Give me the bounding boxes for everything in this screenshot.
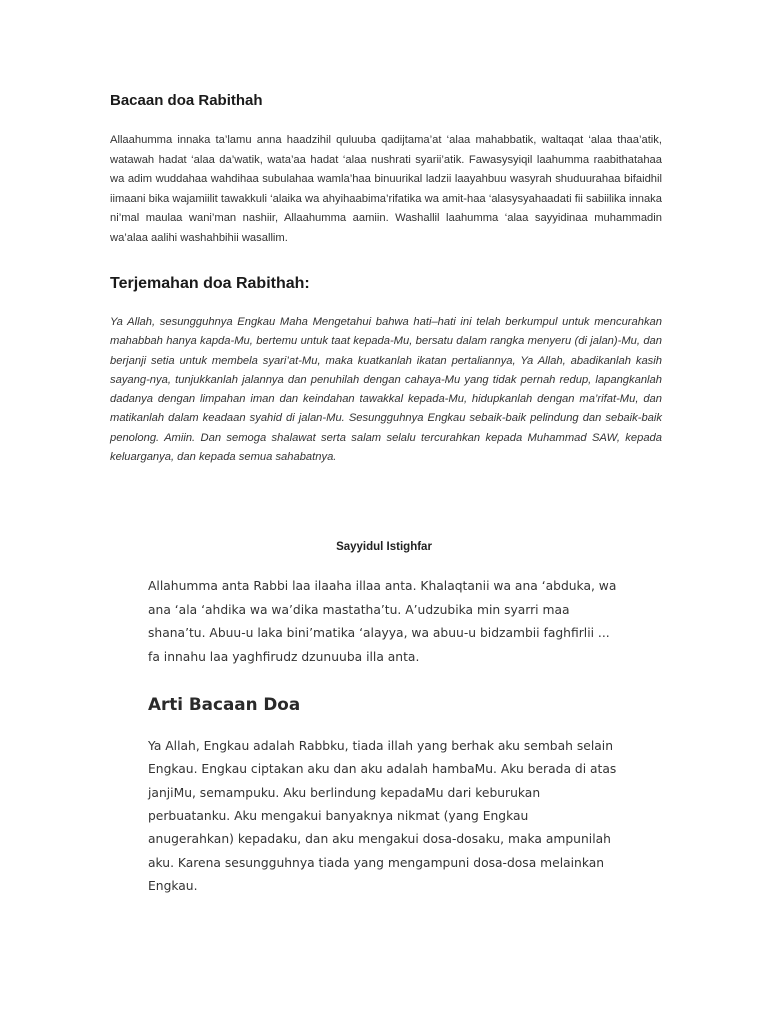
rabithah-section [110, 92, 662, 467]
rabithah-heading: Bacaan doa Rabithah [110, 92, 263, 109]
istighfar-section [148, 575, 618, 899]
istighfar-heading: Sayyidul Istighfar [336, 541, 432, 553]
terjemahan-text: Ya Allah, sesungguhnya Engkau Maha Mengetahui bahwa hati–hati ini telah berkumpul untuk mencurahkan mahabbah hanya kapda-Mu, bertemu untuk taat kepada-Mu, bersatu dalam rangka menyeru (di jalan)-Mu, dan berjanji setia untuk membela syari’at-Mu, maka kuatkanlah ikatan pertaliannya, Ya Allah, abadikanlah kasih sayang-nya, tunjukkanlah jalannya dan penuhilah dengan cahaya-Mu yang tidak pernah redup, lapangkanlah dadanya dengan limpahan iman dan keindahan tawakkal kepada-Mu, hidupkanlah dengan ma’rifat-Mu, dan matikanlah dalam keadaan syahid di jalan-Mu. Sesungguhnya Engkau sebaik-baik pelindung dan sebaik-baik penolong. Amiin. Dan semoga shalawat serta salam selalu tercurahkan kepada Muhammad SAW, kepada keluarganya, dan kepada semua sahabatnya. [110, 316, 662, 464]
arti-heading: Arti Bacaan Doa [148, 693, 301, 714]
terjemahan-heading: Terjemahan doa Rabithah: [110, 275, 310, 292]
istighfar-text: Allahumma anta Rabbi laa ilaaha illaa anta. Khalaqtanii wa ana ‘abduka, wa ana ‘ala ‘ahdika wa wa’dika mastatha’tu. A’udzubika min syarri maa shana’tu. Abuu-u laka bini’matika ‘alayya, wa abuu-u bidzambii faghfirlii ... fa innahu laa yaghfirudz dzunuuba illa anta. [148, 579, 617, 665]
rabithah-latin-text: Allaahumma innaka ta’lamu anna haadzihil quluuba qadijtama’at ‘alaa mahabbatik, waltaqat ‘alaa thaa’atik, watawah hadat ‘alaa da’watik, wata’aa hadat ‘alaa nushrati syarii’atik. Fawasysyiqil laahumma raabithatahaa wa adim wuddahaa wahdihaa subulahaa wamla’haa binuurikal ladzii laayahbuu wasyrah shuduurahaa bifaidhil iimaani bika wajamiilit tawakkuli ‘alaika wa ahyihaabima’rifatika wa amit-haa ‘alasysyahaadati fii sabiilika innaka ni’mal maulaa wani’man nashiir, Allaahumma aamiin. Washallil laahumma ‘alaa sayyidinaa muhammadin wa’alaa aalihi washahbihii wasallim. [110, 134, 662, 244]
arti-text: Ya Allah, Engkau adalah Rabbku, tiada illah yang berhak aku sembah selain Engkau. Engkau ciptakan aku dan aku adalah hambaMu. Aku berada di atas janjiMu, semampuku. Aku berlindung kepadaMu dari keburukan perbuatanku. Aku mengakui banyaknya nikmat (yang Engkau anugerahkan) kepadaku, dan aku mengakui dosa-dosaku, maka ampunilah aku. Karena sesungguhnya tiada yang mengampuni dosa-dosa melainkan Engkau. [148, 738, 617, 894]
